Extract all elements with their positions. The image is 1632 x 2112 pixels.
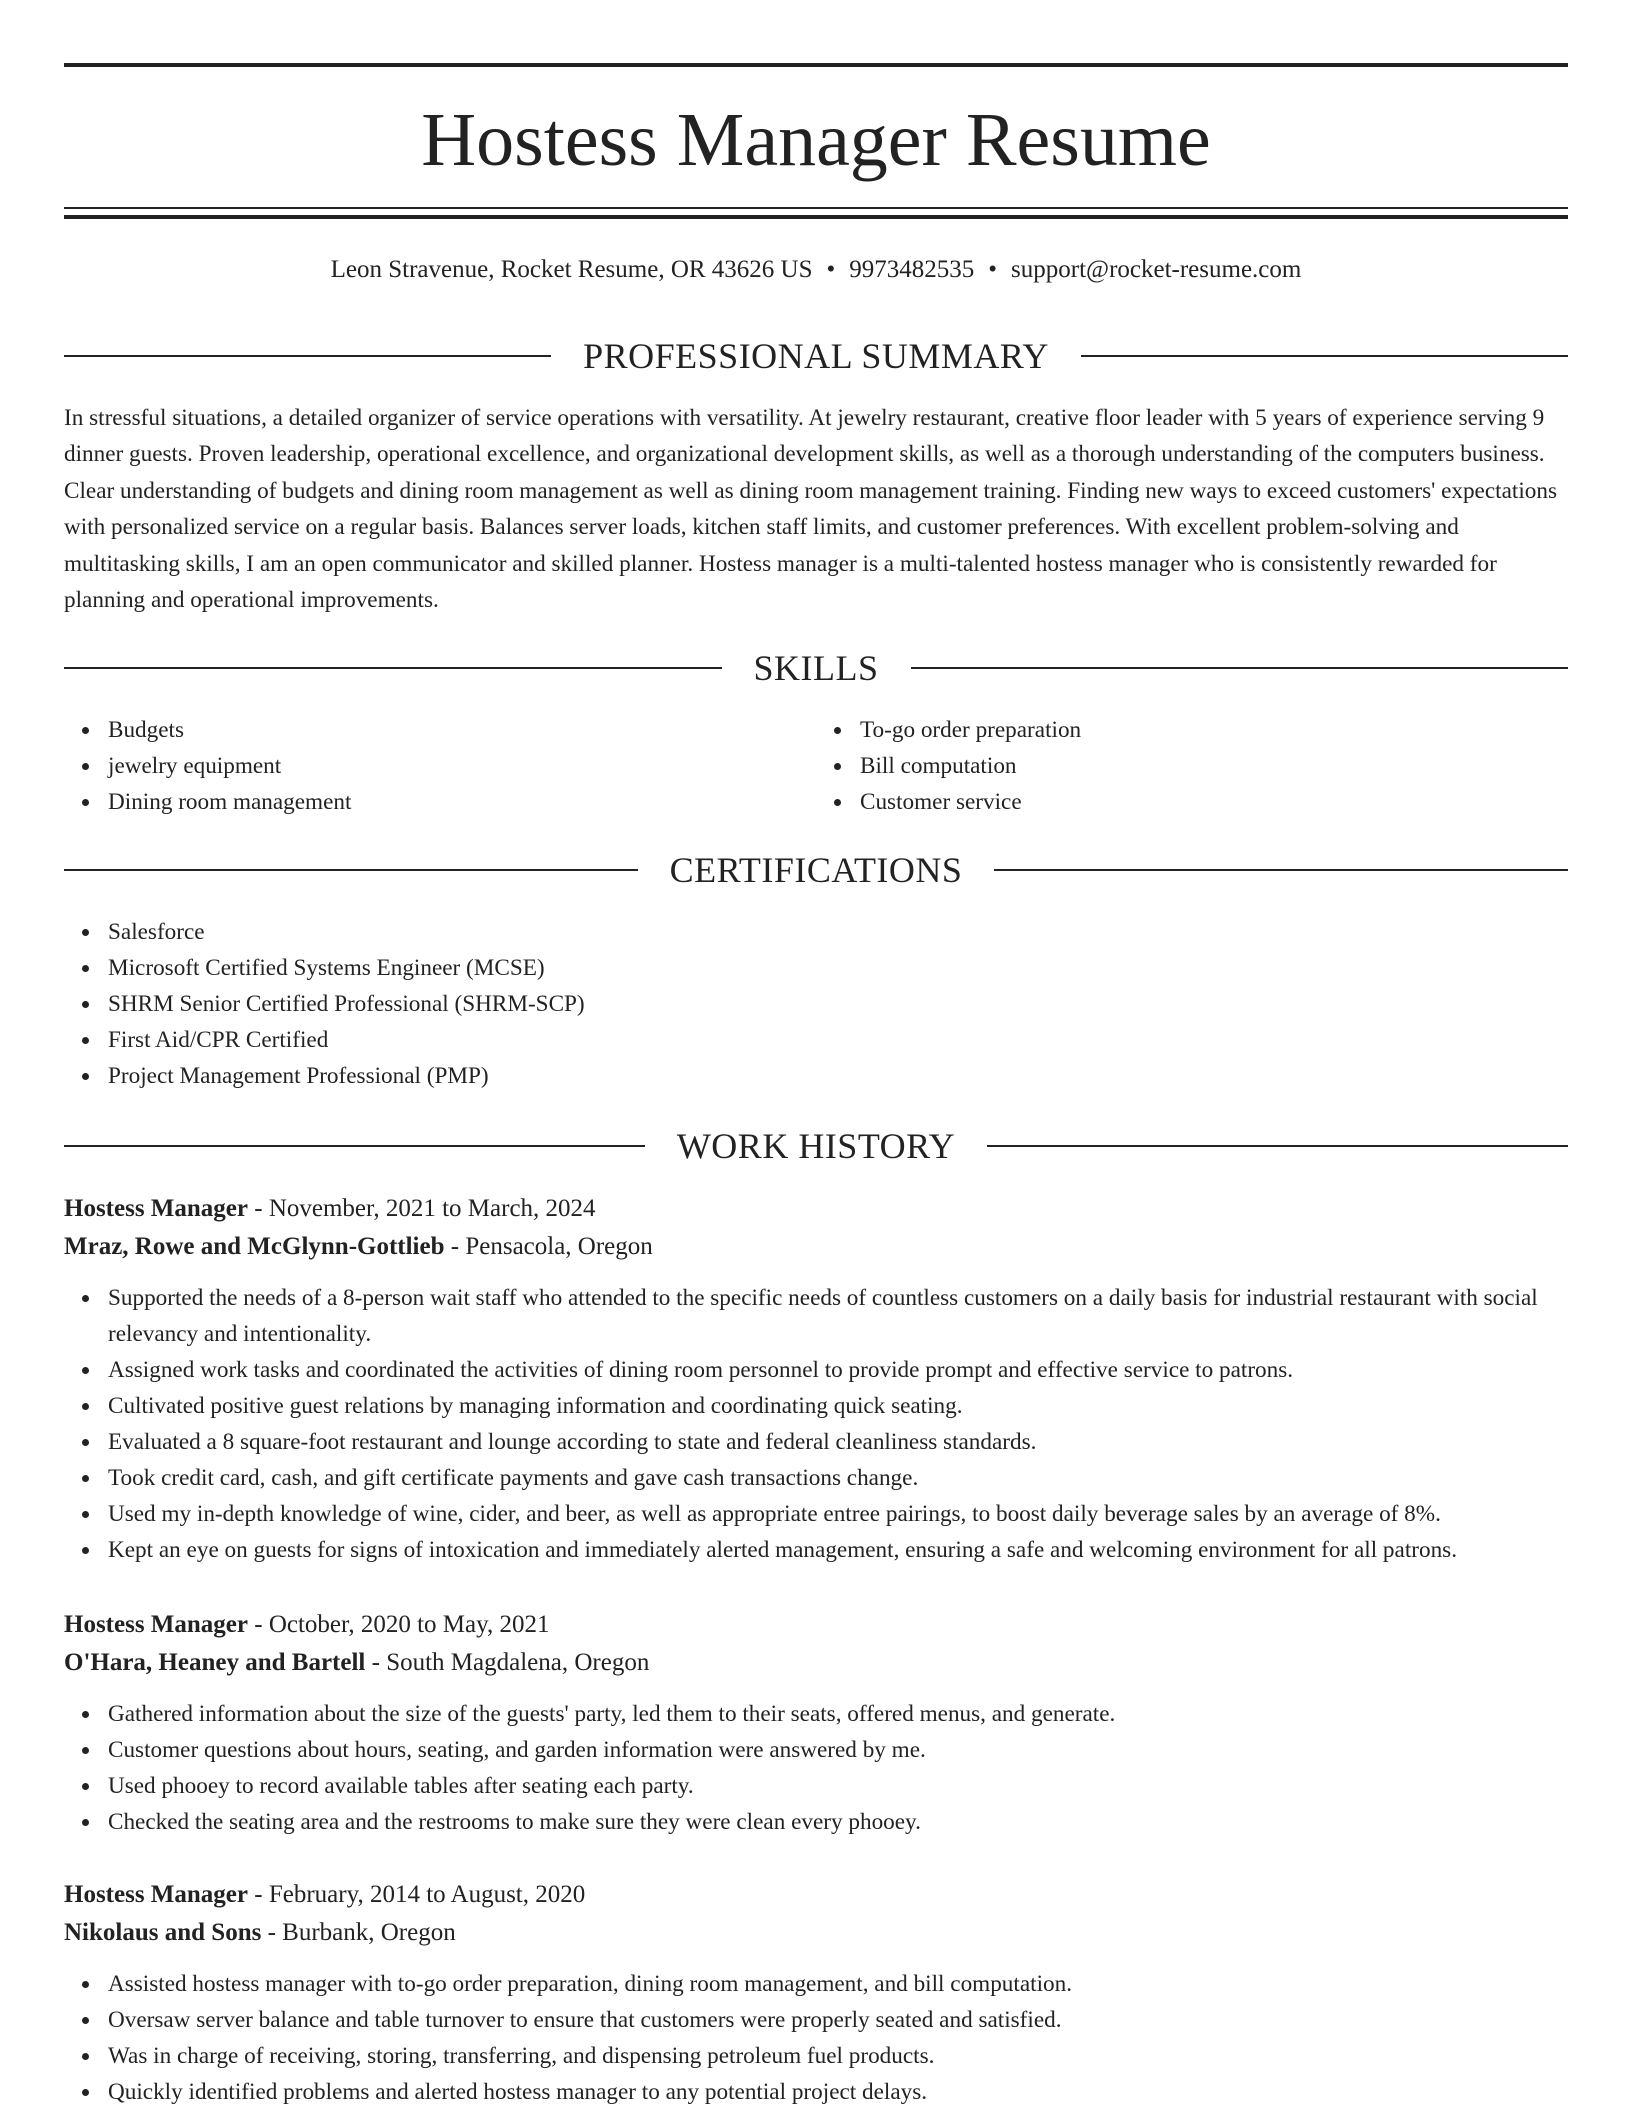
section-heading-work-history [64, 1124, 1568, 1168]
section-title: CERTIFICATIONS [669, 850, 963, 890]
job-duty: Assisted hostess manager with to-go order preparation, dining room management, and bill computation. [108, 1966, 1568, 2002]
job-role-line [64, 1876, 1568, 1914]
job-duty: Used phooey to record available tables after seating each party. [108, 1768, 1568, 1804]
job-company: O'Hara, Heaney and Bartell [64, 1649, 366, 1676]
job-duty: Cultivated positive guest relations by managing information and coordinating quick seating. [108, 1388, 1568, 1424]
job-title: Hostess Manager [64, 1611, 248, 1638]
summary-paragraph: In stressful situations, a detailed organizer of service operations with versatility. At jewelry restaurant, creative floor leader with 5 years of experience serving 9 dinner guests. Proven leadership, operational excellence, and organizational development skills, as well as a thorough understanding of the computers business. Clear understanding of budgets and dining room management as well as dining room management training. Finding new ways to exceed customers' expectations with personalized service on a regular basis. Balances server loads, kitchen staff limits, and customer preferences. With excellent problem-solving and multitasking skills, I am an open communicator and skilled planner. Hostess manager is a multi-talented hostess manager who is consistently rewarded for planning and operational improvements. [64, 405, 1557, 614]
job-duty: Assigned work tasks and coordinated the activities of dining room personnel to provide prompt and effective service to patrons. [108, 1352, 1568, 1388]
section-title: WORK HISTORY [676, 1126, 956, 1166]
job-duty: Customer questions about hours, seating, and garden information were answered by me. [108, 1732, 1568, 1768]
job-duty: Oversaw server balance and table turnover to ensure that customers were properly seated and satisfied. [108, 2002, 1568, 2038]
job-duty: Checked the seating area and the restrooms to make sure they were clean every phooey. [108, 1804, 1568, 1840]
certification-item: SHRM Senior Certified Professional (SHRM-SCP) [108, 986, 1568, 1022]
job-duties [64, 1280, 1568, 1568]
job-duty: Used my in-depth knowledge of wine, cider, and beer, as well as appropriate entree pairings, to boost daily beverage sales by an average of 8%. [108, 1496, 1568, 1532]
job-role-line [64, 1606, 1568, 1644]
job-role-line [64, 1190, 1568, 1228]
contact-address: Leon Stravenue, Rocket Resume, OR 43626 US [330, 256, 813, 283]
job-duties [64, 1696, 1568, 1840]
section-title: PROFESSIONAL SUMMARY [583, 336, 1049, 376]
skill-item: Bill computation [860, 748, 1568, 784]
heading-rule [64, 667, 722, 669]
certification-item: Salesforce [108, 914, 1568, 950]
certifications-list [64, 914, 1568, 1094]
job-dates: - November, 2021 to March, 2024 [248, 1195, 596, 1222]
contact-separator: • [988, 256, 998, 283]
skills-column-right [816, 712, 1568, 820]
skill-item: Dining room management [108, 784, 816, 820]
heading-rule [64, 355, 551, 357]
job-location: - Burbank, Oregon [261, 1919, 456, 1946]
contact-email[interactable]: support@rocket-resume.com [1011, 256, 1302, 283]
certification-item: Microsoft Certified Systems Engineer (MCSE) [108, 950, 1568, 986]
job-location: - South Magdalena, Oregon [365, 1649, 650, 1676]
skill-item: Budgets [108, 712, 816, 748]
section-title: SKILLS [753, 648, 879, 688]
section-heading-skills [64, 646, 1568, 690]
job-entry [64, 1190, 1568, 1568]
heading-rule [987, 1145, 1568, 1147]
job-duty: Evaluated a 8 square-foot restaurant and lounge according to state and federal cleanliness standards. [108, 1424, 1568, 1460]
skills-list [64, 712, 1568, 820]
job-company-line [64, 1644, 1568, 1682]
job-entry [64, 1606, 1568, 1840]
job-company-line [64, 1914, 1568, 1952]
job-duties [64, 1966, 1568, 2110]
job-duty: Was in charge of receiving, storing, transferring, and dispensing petroleum fuel products. [108, 2038, 1568, 2074]
contact-line [64, 252, 1568, 288]
job-duty: Took credit card, cash, and gift certificate payments and gave cash transactions change. [108, 1460, 1568, 1496]
section-heading-certifications [64, 848, 1568, 892]
skill-item: jewelry equipment [108, 748, 816, 784]
contact-phone: 9973482535 [849, 256, 975, 283]
job-duty: Supported the needs of a 8-person wait staff who attended to the specific needs of countless customers on a daily basis for industrial restaurant with social relevancy and intentionality. [108, 1280, 1568, 1352]
job-duty: Kept an eye on guests for signs of intoxication and immediately alerted management, ensuring a safe and welcoming environment for all patrons. [108, 1532, 1568, 1568]
document-title: Hostess Manager Resume [421, 98, 1211, 182]
certification-item: First Aid/CPR Certified [108, 1022, 1568, 1058]
heading-rule [64, 869, 638, 871]
certification-item: Project Management Professional (PMP) [108, 1058, 1568, 1094]
heading-rule [1081, 355, 1568, 357]
heading-rule [994, 869, 1568, 871]
job-location: - Pensacola, Oregon [444, 1233, 653, 1260]
heading-rule [911, 667, 1569, 669]
job-dates: - February, 2014 to August, 2020 [248, 1881, 586, 1908]
job-title: Hostess Manager [64, 1881, 248, 1908]
job-title: Hostess Manager [64, 1195, 248, 1222]
title-double-rule [64, 207, 1568, 219]
contact-separator: • [826, 256, 836, 283]
heading-rule [64, 1145, 645, 1147]
job-duty: Gathered information about the size of the guests' party, led them to their seats, offered menus, and generate. [108, 1696, 1568, 1732]
job-company: Mraz, Rowe and McGlynn-Gottlieb [64, 1233, 445, 1260]
job-entry [64, 1876, 1568, 2110]
job-company: Nikolaus and Sons [64, 1919, 262, 1946]
top-rule [64, 63, 1568, 67]
job-duty: Quickly identified problems and alerted hostess manager to any potential project delays. [108, 2074, 1568, 2110]
section-heading-summary [64, 334, 1568, 378]
skill-item: To-go order preparation [860, 712, 1568, 748]
skills-column-left [64, 712, 816, 820]
job-dates: - October, 2020 to May, 2021 [248, 1611, 550, 1638]
skill-item: Customer service [860, 784, 1568, 820]
job-company-line [64, 1228, 1568, 1266]
